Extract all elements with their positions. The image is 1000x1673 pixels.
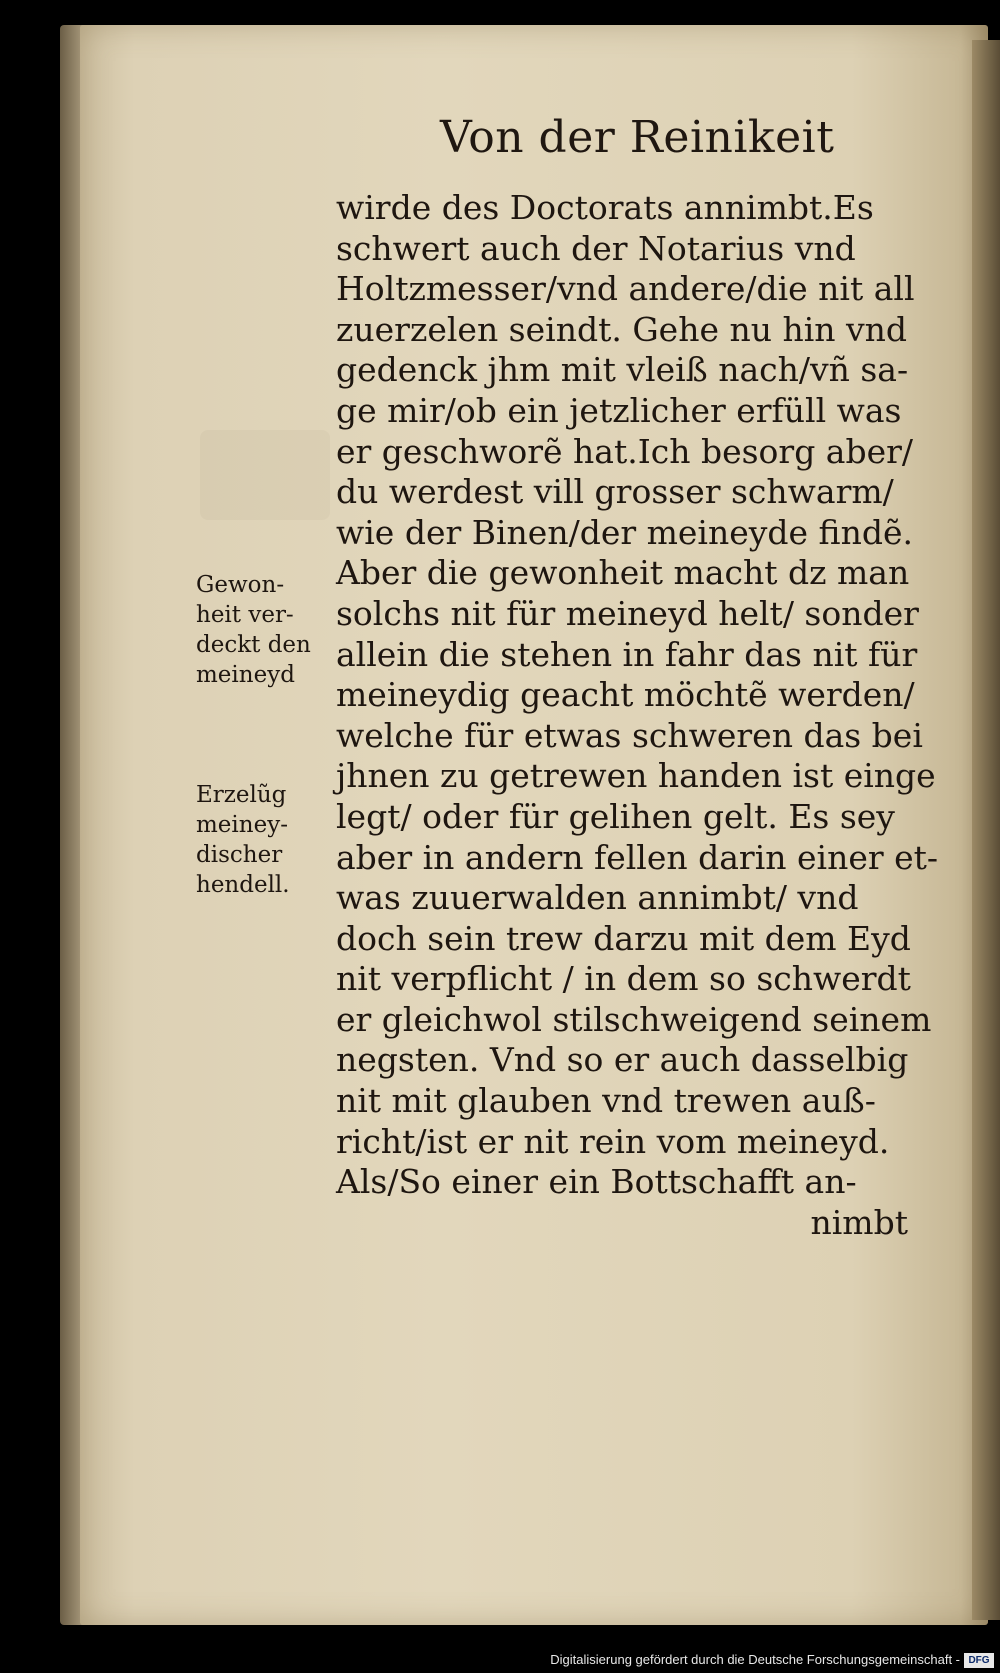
funding-credit: Digitalisierung gefördert durch die Deutsche Forschungsgemeinschaft - (550, 1652, 960, 1667)
book-edge-right (972, 40, 1000, 1620)
text-line: legt/ oder für gelihen gelt. Es sey (336, 796, 895, 836)
text-line: nit verpflicht / in dem so schwerdt (336, 959, 911, 999)
text-line: er geschworẽ hat.Ich besorg aber/ (336, 431, 914, 471)
text-line: negsten. Vnd so er auch dasselbig (336, 1040, 909, 1080)
text-line: Holtzmesser/vnd andere/die nit all (336, 269, 915, 309)
text-line: welche für etwas schweren das bei (336, 715, 923, 755)
text-line: er gleichwol stilschweigend seinem (336, 999, 932, 1039)
marginal-note-line: meineyd (196, 662, 295, 688)
text-line: jhnen zu getrewen handen ist einge (336, 756, 936, 796)
marginal-note-line: heit ver- (196, 602, 294, 628)
text-line: aber in andern fellen darin einer et- (336, 837, 939, 877)
text-line: allein die stehen in fahr das nit für (336, 634, 918, 674)
catchword: nimbt (810, 1202, 908, 1242)
dfg-logo: DFG (964, 1653, 994, 1668)
text-line: Als/So einer ein Bottschafft an- (336, 1162, 857, 1202)
footer-bar (0, 1650, 1000, 1673)
text-line: solchs nit für meineyd helt/ sonder (336, 593, 919, 633)
text-line: nit mit glauben vnd trewen auß- (336, 1081, 876, 1121)
marginal-note-line: meiney- (196, 812, 288, 838)
text-line: was zuuerwalden annimbt/ vnd (336, 878, 859, 918)
marginal-note (196, 780, 290, 900)
text-line: meineydig geacht möchtẽ werden/ (336, 675, 915, 715)
text-line: wirde des Doctorats annimbt.Es (336, 188, 874, 227)
text-line: Aber die gewonheit macht dz man (336, 553, 910, 593)
marginal-note-line: discher (196, 842, 283, 868)
show-through-shadow (200, 430, 330, 520)
text-line: zuerzelen seindt. Gehe nu hin vnd (336, 309, 908, 349)
marginal-note-line: Erzelũg (196, 782, 287, 808)
body-text (336, 188, 939, 1243)
text-line: schwert auch der Notarius vnd (336, 228, 856, 268)
marginal-note (196, 570, 311, 690)
text-line: wie der Binen/der meineyde findẽ. (336, 512, 913, 552)
marginal-note-line: deckt den (196, 632, 311, 658)
text-line: ge mir/ob ein jetzlicher erfüll was (336, 390, 902, 430)
text-line: du werdest vill grosser schwarm/ (336, 472, 894, 512)
text-line: gedenck jhm mit vleiß nach/vñ sa- (336, 350, 909, 390)
marginal-note-line: hendell. (196, 872, 290, 898)
text-line: doch sein trew darzu mit dem Eyd (336, 918, 911, 958)
text-line: richt/ist er nit rein vom meineyd. (336, 1121, 890, 1161)
running-head: Von der Reinikeit (440, 112, 835, 163)
marginal-note-line: Gewon- (196, 572, 285, 598)
